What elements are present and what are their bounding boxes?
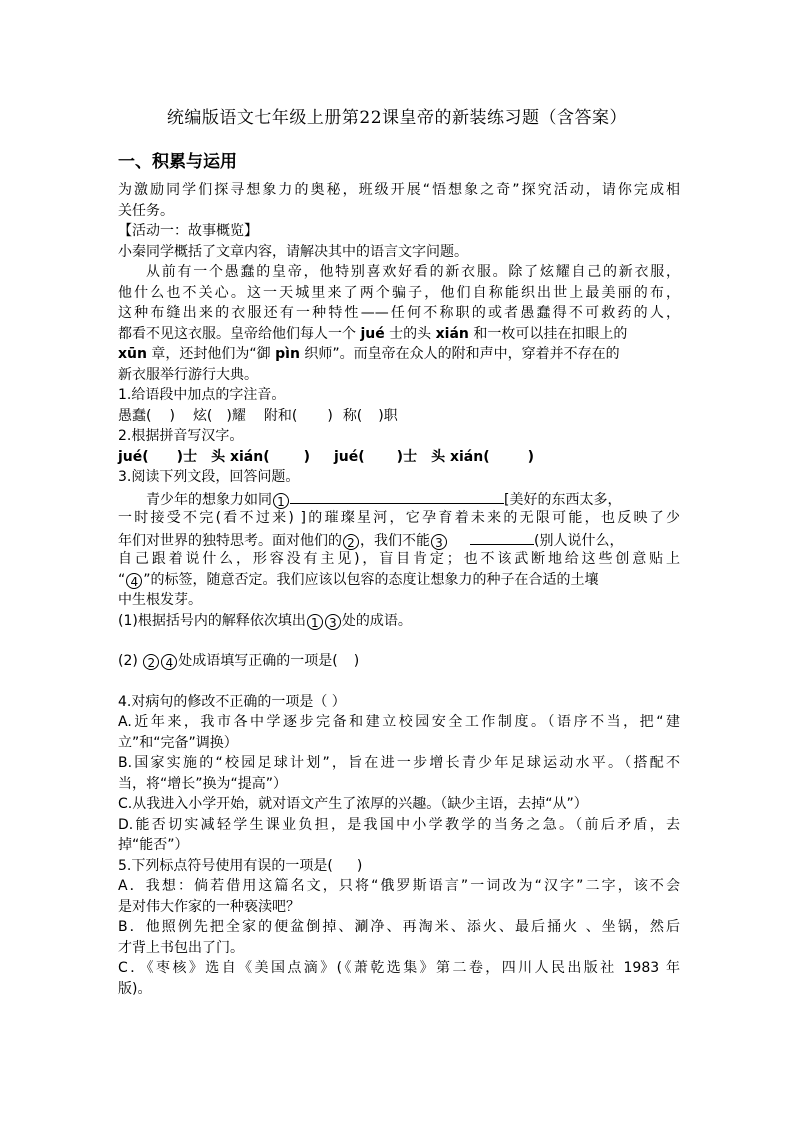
q3-passage-line: 中生根发芽。: [118, 592, 202, 608]
q3-text: 青少年的想象力如同: [146, 491, 272, 508]
q4-option-line: B.国家实施的“校园足球计划”，旨在进一步增长青少年足球运动水平。（搭配不: [118, 755, 680, 771]
q3-text: 年们对世界的独特思考。面对他们的: [118, 532, 342, 549]
question-1-label: 1.给语段中加点的字注音。: [118, 387, 286, 403]
q3-text: ”的标签，随意否定。我们应该以包容的态度让想象力的种子在合适的土壤: [143, 571, 599, 588]
q3-text: [美好的东西太多，: [504, 491, 622, 508]
q3-passage-line: 自己跟着说什么，形容没有主见)，盲目肯定；也不该武断地给这些创意贴上: [118, 551, 680, 567]
q1-item: 附和(: [263, 407, 298, 424]
pinyin-xian: xián: [435, 325, 469, 342]
q3-text: (2): [118, 653, 143, 669]
passage-line: 新衣服举行游行大典。: [118, 366, 258, 383]
q4-option-line: A.近年来，我市各中学逐步完备和建立校园安全工作制度。（语序不当，把“建: [118, 714, 680, 730]
q3-passage-line: 一时接受不完(看不过来) ]的璀璨星河，它孕育着未来的无限可能，也反映了少: [118, 510, 680, 526]
question-4-label: 4.对病句的修改不正确的一项是（ ）: [118, 693, 346, 710]
circle-number: 4: [161, 654, 177, 670]
q3-subquestion-1: [118, 611, 680, 632]
question-3-label: 3.阅读下列文段，回答问题。: [118, 469, 300, 485]
q3-text: (1)根据括号内的解释依次填出: [118, 612, 306, 629]
q2-item: ): [303, 448, 310, 465]
document-body: [118, 180, 680, 999]
q4-option-line: 立”和“完备”调换）: [118, 734, 238, 751]
question-2-items: [118, 447, 680, 468]
q2-item: )士: [176, 448, 198, 465]
passage-line: 这种布缝出来的衣服还有一种特性——任何不称职的或者愚蠢得不可救药的人，: [118, 305, 680, 321]
q4-option-line: C.从我进入小学开始，就对语文产生了浓厚的兴趣。（缺少主语，去掉“从”）: [118, 796, 588, 812]
q3-passage-line: [118, 570, 680, 591]
q1-item: 称(: [342, 407, 363, 424]
pinyin-jue: jué: [360, 325, 385, 342]
circle-number: 3: [431, 534, 447, 550]
q2-item: 头 xián(: [211, 448, 270, 465]
activity-description: 小秦同学概括了文章内容，请解决其中的语言文字问题。: [118, 243, 468, 260]
q5-option-line: B．他照例先把全家的便盆倒掉、涮净、再淘米、添火、最后捅火 、坐锅，然后: [118, 919, 680, 935]
circle-number: 3: [325, 614, 341, 630]
passage-line: 从前有一个愚蠢的皇帝，他特别喜欢好看的新衣服。除了炫耀自己的新衣服，: [146, 264, 680, 280]
q2-item: ): [527, 448, 534, 465]
passage-text: 和一枚可以挂在扣眼上的: [468, 325, 628, 342]
activity-label: 【活动一：故事概览】: [118, 223, 258, 239]
pinyin-xun: xūn: [118, 346, 147, 362]
q3-passage-line: [118, 529, 680, 550]
q2-item: jué(: [118, 448, 149, 465]
passage-text: 都看不见这衣服。皇帝给他们每人一个: [118, 325, 361, 342]
q1-item: ): [169, 407, 175, 424]
q5-option-line: 版)。: [118, 980, 152, 997]
q3-text: (别人说什么，: [534, 532, 624, 549]
circle-number: 4: [126, 573, 142, 589]
section-heading: 一、积累与运用: [118, 152, 237, 172]
q3-text: “: [118, 571, 126, 588]
q5-option-line: 才背上书包出了门。: [118, 939, 244, 956]
q5-option-line: 是对伟大作家的一种亵渎吧？: [118, 898, 300, 915]
q4-option-line: D.能否切实减轻学生课业负担，是我国中小学教学的当务之急。（前后矛盾，去: [118, 816, 680, 833]
passage-text: 织师”。而皇帝在众人的附和声中，穿着并不存在的: [299, 346, 620, 362]
q3-text: 处成语填写正确的一项是(: [178, 653, 338, 669]
answer-blank[interactable]: [470, 529, 534, 545]
answer-blank[interactable]: [290, 488, 504, 504]
question-2-label: 2.根据拼音写汉字。: [118, 428, 244, 444]
q1-item: 愚蠢(: [118, 407, 152, 424]
passage-line: 他什么也不关心。这一天城里来了两个骗子，他们自称能织出世上最美丽的布，: [118, 284, 680, 301]
q2-item: jué(: [334, 448, 365, 465]
passage-text: 士的头: [384, 325, 436, 342]
spacer: [118, 672, 680, 692]
q4-option-line: 当，将“增长”换为“提高”）: [118, 775, 288, 792]
circle-number: 1: [307, 614, 323, 630]
q3-text: 处的成语。: [341, 612, 412, 629]
q3-text: ): [353, 653, 360, 669]
pinyin-pin: pìn: [275, 346, 300, 362]
circle-number: 2: [343, 534, 359, 550]
spacer: [118, 631, 680, 651]
q4-option-line: 掉“能否”）: [118, 837, 189, 853]
q1-item: 炫(: [192, 407, 213, 424]
question-5-label: [118, 856, 680, 877]
q1-item: ): [327, 407, 333, 424]
passage-text: 章，还封他们为“御: [146, 346, 276, 362]
passage-line: [118, 324, 680, 345]
q5-option-line: A．我想：倘若借用这篇名文，只将“俄罗斯语言”一词改为“汉字”二字，该不会: [118, 878, 680, 894]
q3-subquestion-2: [118, 651, 680, 672]
intro-line: 关任务。: [118, 202, 174, 219]
q2-item: 头 xián(: [431, 448, 490, 465]
q3-passage-line: [118, 488, 680, 509]
q5-option-line: C．《枣核》选自《美国点滴》(《萧乾选集》第二卷，四川人民出版社 1983 年: [118, 960, 680, 976]
q3-text: ，我们不能: [360, 532, 430, 549]
q5-text: ): [356, 857, 363, 874]
circle-number: 2: [143, 654, 159, 670]
passage-line: [118, 344, 680, 365]
document-title: 统编版语文七年级上册第22课皇帝的新装练习题（含答案）: [166, 108, 628, 128]
q1-item: )职: [378, 407, 398, 424]
q1-item: )耀: [226, 407, 246, 424]
q5-text: 5.下列标点符号使用有误的一项是(: [118, 857, 333, 874]
intro-line: 为激励同学们探寻想象力的奥秘，班级开展“悟想象之奇”探究活动，请你完成相: [118, 182, 680, 198]
question-1-items: [118, 406, 680, 427]
circle-number: 1: [273, 493, 289, 509]
q2-item: )士: [396, 448, 418, 465]
